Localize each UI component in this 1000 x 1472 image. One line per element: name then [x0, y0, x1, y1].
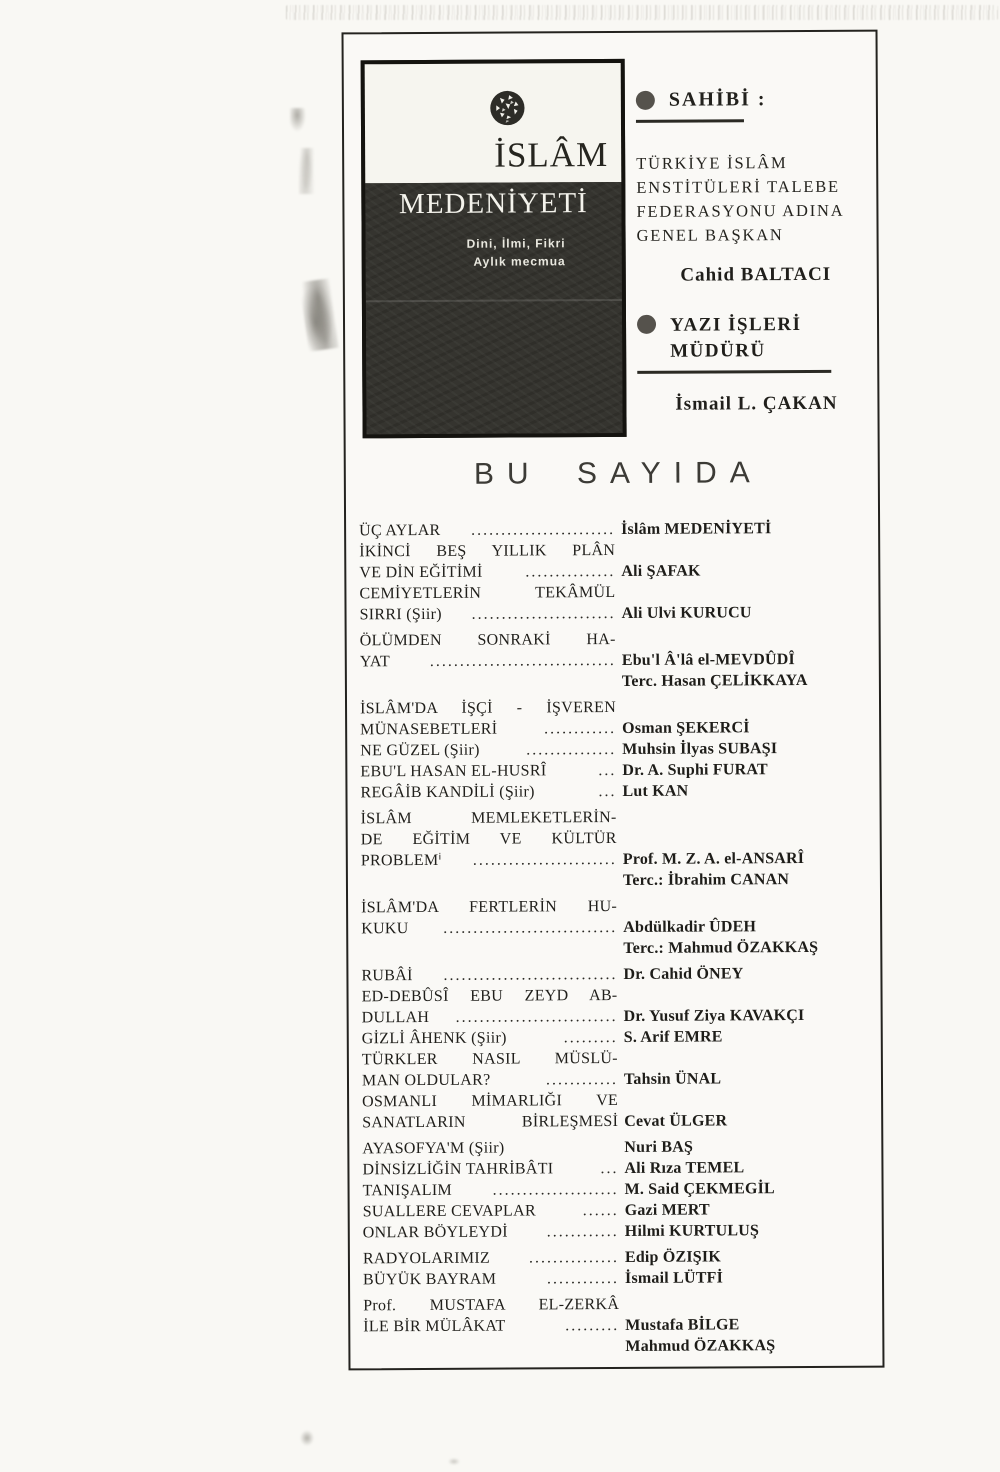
- toc-author: Osman ŞEKERCİ: [622, 719, 750, 737]
- dot-leader: .............................: [443, 965, 618, 984]
- page-frame: [342, 30, 885, 1371]
- toc-title-text: EBU'L HASAN EL-HUSRÎ: [360, 762, 547, 781]
- toc-title-line: [363, 1315, 619, 1337]
- toc-entry-title: [360, 739, 616, 761]
- dot-leader: ........................: [472, 850, 617, 869]
- toc-entry: [363, 1220, 872, 1244]
- toc-entry-authors: [623, 984, 870, 1027]
- toc-title-line: [360, 650, 616, 672]
- toc-entry: [360, 780, 869, 804]
- toc-title-text: GİZLİ ÂHENK (Şiir): [361, 1029, 507, 1048]
- toc-entry: [360, 696, 869, 741]
- owner-heading-row: [636, 88, 874, 112]
- toc-entry: [363, 1178, 872, 1202]
- toc-entry: [359, 518, 868, 542]
- toc-entry-authors: [623, 963, 870, 985]
- toc-title-line: [360, 781, 616, 803]
- dot-leader: ............: [546, 1222, 619, 1241]
- dot-leader: ...............................: [429, 651, 616, 670]
- toc-title-text: MÜNASEBETLERİ: [360, 720, 498, 739]
- toc-author: Dr. Yusuf Ziya KAVAKÇI: [623, 1007, 805, 1025]
- toc-author: Hilmi KURTULUŞ: [624, 1222, 760, 1240]
- toc-entry-title: [359, 519, 615, 541]
- toc-author: Ali ŞAFAK: [621, 562, 701, 580]
- table-of-contents: [359, 518, 872, 1359]
- toc-title-text: İLE BİR MÜLÂKAT: [363, 1317, 506, 1336]
- toc-entry: [363, 1267, 872, 1291]
- toc-entry-authors: [622, 759, 869, 781]
- toc-author: Muhsin İlyas SUBAŞI: [622, 740, 778, 758]
- toc-entry-authors: [624, 1157, 871, 1179]
- toc-entry: [362, 1136, 871, 1160]
- toc-entry-authors: [622, 738, 869, 760]
- owner-name: Cahid BALTACI: [680, 263, 832, 286]
- toc-title-line: [359, 561, 615, 583]
- toc-title-line: [361, 849, 617, 871]
- toc-author: Mustafa BİLGE: [625, 1316, 740, 1334]
- dot-leader: ......: [582, 1201, 619, 1220]
- dot-leader: .........: [565, 1316, 620, 1335]
- toc-title-text: KUKU: [361, 920, 409, 938]
- editor-label: [670, 312, 802, 365]
- heading-rule: [637, 370, 831, 374]
- toc-title-line: İSLÂM'DA İŞÇİ - İŞVEREN: [359, 698, 617, 718]
- owner-organization-line: TÜRKİYE İSLÂM: [636, 153, 788, 173]
- toc-entry-authors: [624, 1047, 871, 1090]
- toc-entry-title: [360, 760, 616, 782]
- dot-leader: ........................: [471, 604, 616, 623]
- cover-fold-crease: [366, 299, 622, 302]
- toc-entry: [359, 581, 868, 626]
- toc-title-line: [363, 1179, 619, 1201]
- toc-title-line: İSLÂM'DA FERTLERİN HU-: [361, 897, 618, 917]
- toc-entry-title: [361, 807, 617, 892]
- scan-mark: [299, 148, 315, 194]
- toc-entry: [362, 1157, 871, 1181]
- toc-title-line: ÖLÜMDEN SONRAKİ HA-: [359, 630, 616, 650]
- editor-name: İsmail L. ÇAKAN: [675, 392, 838, 415]
- toc-title-line: [363, 1200, 619, 1222]
- toc-author: Terc. Hasan ÇELİKKAYA: [621, 671, 808, 690]
- toc-title-line: [359, 519, 615, 541]
- toc-title-line: [360, 718, 616, 740]
- dot-leader: ...: [598, 782, 617, 801]
- toc-entry-title: [362, 1137, 618, 1159]
- toc-title-line: OSMANLI MİMARLIĞI VE: [362, 1091, 619, 1111]
- toc-title-text: PROBLEMⁱ: [360, 851, 442, 870]
- toc-entry-title: [359, 582, 615, 625]
- toc-entry-authors: [624, 1089, 871, 1132]
- toc-entry: [363, 1246, 872, 1270]
- dot-leader: ...: [598, 761, 617, 780]
- contents-heading: BU SAYIDA: [473, 456, 763, 491]
- toc-author: Edip ÖZIŞIK: [624, 1248, 721, 1266]
- toc-author: Nuri BAŞ: [624, 1138, 694, 1156]
- toc-entry-authors: [625, 1199, 872, 1221]
- toc-entry-title: [362, 1090, 618, 1133]
- toc-author: Cevat ÜLGER: [624, 1112, 728, 1130]
- scan-mark: [448, 1458, 460, 1465]
- toc-title-line: [361, 964, 617, 986]
- toc-title-text: DULLAH: [361, 1008, 430, 1027]
- toc-entry-title: [361, 985, 617, 1028]
- toc-author: İslâm MEDENİYETİ: [621, 520, 772, 538]
- owner-label: SAHİBİ :: [668, 88, 767, 111]
- toc-entry-authors: [625, 1178, 872, 1200]
- toc-entry: [361, 806, 870, 893]
- heading-rule: [636, 119, 744, 123]
- toc-title-line: [361, 917, 617, 939]
- dot-leader: ...........................: [455, 1007, 618, 1026]
- toc-entry-authors: [625, 1220, 872, 1242]
- toc-title-line: DE EĞİTİM VE KÜLTÜR: [360, 829, 617, 849]
- dot-leader: .........: [563, 1028, 618, 1047]
- toc-entry: [363, 1199, 872, 1223]
- bullet-icon: [636, 91, 655, 110]
- toc-entry-authors: [623, 895, 870, 959]
- scan-noise-band: [286, 5, 998, 20]
- toc-title-line: AYASOFYA'M (Şiir): [362, 1139, 505, 1158]
- toc-title-line: Prof. MUSTAFA EL-ZERKÂ: [363, 1295, 620, 1315]
- toc-title-text: BÜYÜK BAYRAM: [362, 1270, 497, 1289]
- toc-entry-title: [360, 629, 616, 693]
- toc-entry: [363, 1293, 872, 1359]
- cover-top-panel: [365, 63, 622, 183]
- toc-title-text: ÜÇ AYLAR: [359, 521, 441, 540]
- toc-title-line: İKİNCİ BEŞ YILLIK PLÂN: [359, 541, 616, 561]
- toc-entry-authors: [623, 806, 870, 891]
- toc-entry-authors: [625, 1293, 872, 1357]
- toc-author: M. Said ÇEKMEGİL: [624, 1180, 775, 1198]
- toc-author: Gazi MERT: [624, 1201, 710, 1219]
- toc-title-line: CEMİYETLERİN TEKÂMÜL: [359, 583, 616, 603]
- toc-entry: [360, 759, 869, 783]
- toc-entry: [361, 984, 870, 1029]
- toc-author: Ali Ulvi KURUCU: [621, 604, 752, 622]
- toc-title-line: TÜRKLER NASIL MÜSLÜ-: [361, 1049, 618, 1069]
- toc-title-text: RADYOLARIMIZ: [362, 1249, 491, 1268]
- toc-title-text: TANIŞALIM: [362, 1181, 453, 1200]
- dot-leader: ............: [544, 719, 617, 738]
- toc-author: Terc.: İbrahim CANAN: [622, 871, 790, 889]
- toc-title-line: [362, 1027, 618, 1049]
- toc-author: Dr. A. Suphi FURAT: [622, 761, 768, 779]
- dot-leader: ........................: [471, 520, 616, 539]
- scan-mark: [299, 278, 338, 351]
- cover-bottom-panel: [365, 182, 622, 434]
- masthead-column: [636, 88, 876, 416]
- toc-title-line: [360, 760, 616, 782]
- toc-title-line: [362, 1006, 618, 1028]
- dot-leader: ............: [546, 1269, 620, 1288]
- toc-author: Lut KAN: [622, 782, 689, 800]
- toc-entry-authors: [625, 1267, 872, 1289]
- toc-title-text: VE DİN EĞİTİMİ: [359, 563, 483, 582]
- owner-organization: [636, 151, 874, 248]
- toc-title-text: RUBÂİ: [361, 967, 413, 985]
- toc-title-text: SUALLERE CEVAPLAR: [362, 1202, 536, 1221]
- toc-entry-title: [362, 1027, 618, 1049]
- toc-author: Mahmud ÖZAKKAŞ: [625, 1337, 776, 1355]
- toc-entry: [361, 895, 870, 961]
- scan-mark: [290, 108, 306, 132]
- toc-entry: [360, 738, 869, 762]
- toc-entry-title: [363, 1200, 619, 1222]
- cover-subtitle-line2: Aylık mecmua: [473, 254, 566, 269]
- toc-title-line: [360, 739, 616, 761]
- toc-title-line: [363, 1221, 619, 1243]
- toc-entry: [360, 628, 869, 694]
- scan-mark: [300, 1430, 314, 1446]
- toc-title-line: [363, 1268, 619, 1290]
- toc-entry-title: [360, 781, 616, 803]
- dot-leader: ...............: [526, 740, 617, 759]
- toc-title-line: ED-DEBÛSÎ EBU ZEYD AB-: [361, 986, 618, 1006]
- editor-label-line: MÜDÜRÜ: [670, 340, 766, 362]
- cover-title-medeniyeti: MEDENİYETİ: [398, 187, 588, 221]
- magazine-cover: [361, 59, 627, 438]
- dot-leader: ............: [545, 1070, 619, 1089]
- toc-title-line: SANATLARIN BİRLEŞMESİ: [362, 1112, 619, 1132]
- dot-leader: ...............: [528, 1248, 619, 1267]
- cover-subtitle-line1: Dini, İlmi, Fikri: [466, 236, 566, 251]
- toc-entry-authors: [621, 518, 868, 540]
- toc-entry-title: [359, 540, 615, 583]
- dot-leader: ...............: [525, 562, 616, 581]
- toc-title-text: NE GÜZEL (Şiir): [360, 741, 480, 760]
- toc-title-text: REGÂİB KANDİLİ (Şiir): [360, 783, 535, 802]
- toc-entry-title: [361, 964, 617, 986]
- toc-title-text: YAT: [359, 653, 391, 671]
- toc-entry-authors: [622, 628, 869, 692]
- toc-entry-authors: [625, 1246, 872, 1268]
- toc-entry: [362, 1047, 871, 1092]
- toc-author: Tahsin ÜNAL: [623, 1070, 722, 1088]
- toc-entry-authors: [622, 780, 869, 802]
- editor-heading-row: [637, 312, 875, 365]
- dot-leader: .....................: [492, 1180, 619, 1199]
- toc-entry-title: [363, 1221, 619, 1243]
- cover-title-islam: İSLÂM: [494, 135, 609, 175]
- toc-title-line: [362, 1158, 618, 1180]
- toc-entry-title: [361, 896, 617, 960]
- toc-entry: [359, 539, 868, 584]
- toc-title-line: İSLÂM MEMLEKETLERİN-: [360, 808, 617, 828]
- owner-organization-line: ENSTİTÜLERİ TALEBE: [636, 176, 840, 197]
- toc-entry-title: [363, 1179, 619, 1201]
- toc-entry: [361, 963, 870, 987]
- toc-author: Ali Rıza TEMEL: [624, 1159, 745, 1177]
- toc-entry-authors: [624, 1136, 871, 1158]
- toc-title-text: ONLAR BÖYLEYDİ: [362, 1223, 508, 1242]
- toc-entry-title: [363, 1247, 619, 1269]
- owner-organization-line: FEDERASYONU ADINA: [636, 200, 845, 221]
- toc-title-line: [362, 1069, 618, 1091]
- editor-label-line: YAZI İŞLERİ: [669, 314, 802, 336]
- toc-author: Terc.: Mahmud ÖZAKKAŞ: [623, 938, 819, 957]
- toc-entry-authors: [624, 1026, 871, 1048]
- toc-entry-authors: [622, 696, 869, 739]
- toc-entry: [362, 1089, 871, 1134]
- toc-author: Dr. Cahid ÖNEY: [623, 965, 744, 983]
- toc-entry-title: [360, 697, 616, 740]
- toc-entry: [362, 1026, 871, 1050]
- toc-author: S. Arif EMRE: [623, 1028, 723, 1046]
- toc-title-text: SIRRI (Şiir): [359, 605, 442, 624]
- dot-leader: .............................: [443, 918, 618, 937]
- toc-entry-title: [362, 1158, 618, 1180]
- rosette-logo-icon: [489, 89, 526, 126]
- toc-author: İsmail LÜTFİ: [624, 1269, 724, 1287]
- toc-title-text: DİNSİZLİĞİN TAHRİBÂTI: [362, 1160, 554, 1179]
- toc-entry-title: [363, 1268, 619, 1290]
- owner-organization-line: GENEL BAŞKAN: [636, 225, 784, 245]
- bullet-icon: [637, 315, 656, 334]
- toc-entry-title: [362, 1048, 618, 1091]
- toc-author: Ebu'l Â'lâ el-MEVDÛDÎ: [621, 651, 795, 669]
- dot-leader: ...: [600, 1159, 619, 1178]
- toc-title-text: MAN OLDULAR?: [361, 1071, 491, 1090]
- toc-title-line: [359, 603, 615, 625]
- toc-entry-authors: [621, 539, 868, 582]
- toc-author: Abdülkadir ÛDEH: [623, 918, 757, 936]
- toc-entry-authors: [621, 581, 868, 624]
- toc-author: Prof. M. Z. A. el-ANSARÎ: [622, 850, 805, 868]
- toc-entry-title: [363, 1294, 619, 1358]
- toc-title-line: [363, 1247, 619, 1269]
